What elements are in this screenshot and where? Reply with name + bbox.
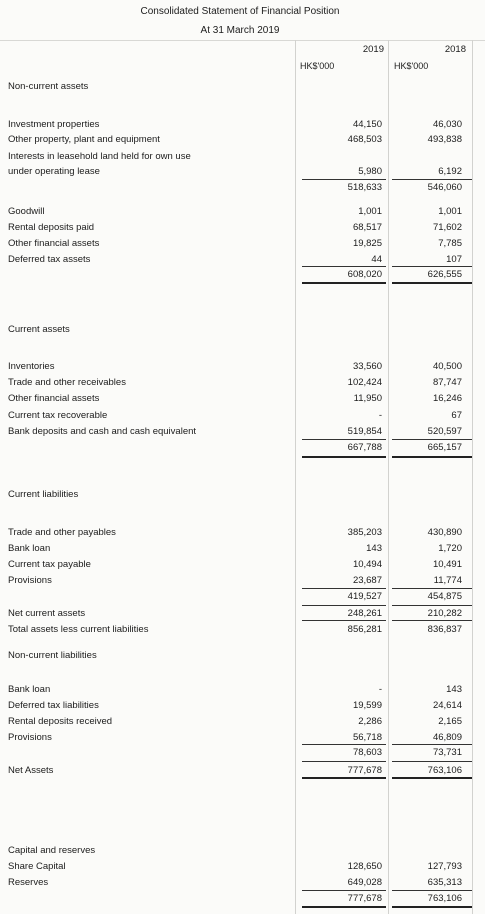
subtotal-row: [0, 268, 485, 281]
subtotal-underline: [302, 588, 386, 589]
table-row: [0, 376, 485, 389]
value-2018: 2,165: [438, 716, 462, 727]
row-label: Provisions: [8, 732, 52, 743]
value-2018: 454,875: [427, 591, 462, 602]
row-label: Non-current liabilities: [8, 650, 97, 661]
row-label: Rental deposits paid: [8, 222, 95, 233]
value-2019: 248,261: [347, 608, 382, 619]
value-2019: 649,028: [347, 877, 382, 888]
subtotal-underline: [392, 439, 472, 440]
value-2018: 520,597: [427, 426, 462, 437]
total-underline: [392, 777, 472, 779]
table-row: [0, 425, 485, 438]
unit-label-2018: HK$'000: [394, 61, 429, 71]
value-2019: 68,517: [352, 222, 382, 233]
value-2019: 856,281: [347, 624, 382, 635]
value-2018: 71,602: [432, 222, 462, 233]
table-row: [0, 118, 485, 131]
row-label: Current liabilities: [8, 489, 79, 500]
value-2019: 143: [366, 543, 382, 554]
row-label: Non-current assets: [8, 81, 89, 92]
subtotal-underline: [392, 620, 472, 621]
table-row: [0, 623, 485, 636]
value-2018: 10,491: [432, 559, 462, 570]
table-row: [0, 542, 485, 555]
row-label: Share Capital: [8, 861, 66, 872]
subtotal-underline: [302, 605, 386, 606]
value-2018: 836,837: [427, 624, 462, 635]
value-2019: 10,494: [352, 559, 382, 570]
subtotal-underline: [392, 605, 472, 606]
table-row: [0, 150, 485, 163]
table-row: [0, 488, 485, 501]
value-2018: 493,838: [427, 134, 462, 145]
value-2019: 78,603: [352, 747, 382, 758]
row-label: Trade and other payables: [8, 527, 116, 538]
value-2018: 87,747: [432, 377, 462, 388]
value-2019: 11,950: [353, 393, 382, 404]
subtotal-underline: [392, 266, 472, 267]
value-2018: 127,793: [427, 861, 462, 872]
row-label: Total assets less current liabilities: [8, 624, 149, 635]
value-2019: 777,678: [347, 893, 382, 904]
value-2018: 210,282: [427, 608, 462, 619]
row-label: Interests in leasehold land held for own use: [8, 151, 191, 162]
table-row: [0, 165, 485, 178]
row-label: Other property, plant and equipment: [8, 134, 160, 145]
row-label: Bank loan: [8, 543, 51, 554]
value-2019: 777,678: [347, 765, 382, 776]
row-label: Current tax recoverable: [8, 410, 108, 421]
row-label: Trade and other receivables: [8, 377, 126, 388]
value-2018: 1,001: [438, 206, 462, 217]
row-label: Rental deposits received: [8, 716, 113, 727]
table-row: [0, 80, 485, 93]
value-2018: 665,157: [427, 442, 462, 453]
row-label: Net current assets: [8, 608, 86, 619]
row-label: Net Assets: [8, 765, 54, 776]
unit-label-2019: HK$'000: [300, 61, 335, 71]
subtotal-underline: [302, 761, 386, 762]
subtotal-underline: [302, 266, 386, 267]
statement-date: At 31 March 2019: [200, 25, 280, 36]
subtotal-underline: [392, 761, 472, 762]
subtotal-row: [0, 441, 485, 454]
value-2019: 23,687: [352, 575, 382, 586]
row-label: Goodwill: [8, 206, 45, 217]
value-2019: 608,020: [347, 269, 382, 280]
total-underline: [392, 906, 472, 908]
value-2019: 56,718: [352, 732, 382, 743]
value-2019: 519,854: [347, 426, 382, 437]
total-underline: [392, 282, 472, 284]
row-label: Current assets: [8, 324, 70, 335]
table-row: [0, 237, 485, 250]
row-label: Deferred tax assets: [8, 254, 91, 265]
value-2018: 1,720: [438, 543, 462, 554]
row-label: Inventories: [8, 361, 55, 372]
grid-line: [0, 40, 485, 41]
subtotal-row: [0, 746, 485, 759]
subtotal-underline: [302, 179, 386, 180]
table-row: [0, 409, 485, 422]
value-2018: 6,192: [438, 166, 462, 177]
value-2019: 128,650: [347, 861, 382, 872]
table-row: [0, 699, 485, 712]
table-row: [0, 649, 485, 662]
table-row: [0, 715, 485, 728]
value-2018: 46,030: [432, 119, 462, 130]
table-row: [0, 253, 485, 266]
value-2019: 102,424: [347, 377, 382, 388]
subtotal-row: [0, 181, 485, 194]
table-row: [0, 221, 485, 234]
table-row: [0, 526, 485, 539]
row-label: Bank loan: [8, 684, 51, 695]
row-label: Current tax payable: [8, 559, 91, 570]
value-2018: 626,555: [427, 269, 462, 280]
value-2019: 44,150: [352, 119, 382, 130]
subtotal-row: [0, 590, 485, 603]
total-underline: [302, 777, 386, 779]
total-underline: [302, 282, 386, 284]
table-row: [0, 860, 485, 873]
column-header-2018: 2018: [444, 44, 466, 55]
row-label: Deferred tax liabilities: [8, 700, 99, 711]
total-underline: [302, 456, 386, 458]
subtotal-underline: [392, 179, 472, 180]
row-label: Reserves: [8, 877, 49, 888]
table-row: [0, 844, 485, 857]
subtotal-underline: [302, 890, 386, 891]
total-underline: [302, 906, 386, 908]
value-2019: 2,286: [358, 716, 382, 727]
table-row: [0, 764, 485, 777]
row-label: Provisions: [8, 575, 52, 586]
value-2019: 19,599: [352, 700, 382, 711]
value-2019: 468,503: [347, 134, 382, 145]
row-label: Investment properties: [8, 119, 100, 130]
value-2019: 385,203: [347, 527, 382, 538]
value-2019: 33,560: [352, 361, 382, 372]
value-2019: 419,527: [347, 591, 382, 602]
table-row: [0, 360, 485, 373]
statement-title: Consolidated Statement of Financial Position: [140, 6, 340, 17]
value-2018: 73,731: [432, 747, 462, 758]
subtotal-row: [0, 892, 485, 905]
row-label: Bank deposits and cash and cash equivalent: [8, 426, 197, 437]
row-label: Other financial assets: [8, 393, 100, 404]
value-2019: 19,825: [352, 238, 382, 249]
subtotal-underline: [392, 890, 472, 891]
table-row: [0, 607, 485, 620]
subtotal-underline: [302, 744, 386, 745]
value-2018: 7,785: [438, 238, 462, 249]
value-2018: 67: [451, 410, 462, 421]
table-row: [0, 558, 485, 571]
value-2018: 763,106: [427, 765, 462, 776]
table-row: [0, 392, 485, 405]
value-2019: -: [378, 684, 382, 695]
row-label: under operating lease: [8, 166, 100, 177]
table-row: [0, 574, 485, 587]
subtotal-underline: [302, 620, 386, 621]
value-2019: 5,980: [358, 166, 382, 177]
value-2018: 430,890: [427, 527, 462, 538]
table-row: [0, 323, 485, 336]
row-label: Other financial assets: [8, 238, 100, 249]
total-underline: [392, 456, 472, 458]
value-2019: 667,788: [347, 442, 382, 453]
value-2018: 546,060: [427, 182, 462, 193]
value-2019: -: [378, 410, 382, 421]
table-row: [0, 133, 485, 146]
table-row: [0, 731, 485, 744]
value-2019: 1,001: [358, 206, 382, 217]
column-header-2019: 2019: [362, 44, 384, 55]
table-row: [0, 205, 485, 218]
value-2018: 763,106: [427, 893, 462, 904]
subtotal-underline: [302, 439, 386, 440]
table-row: [0, 876, 485, 889]
table-row: [0, 683, 485, 696]
value-2018: 635,313: [427, 877, 462, 888]
value-2018: 46,809: [432, 732, 462, 743]
value-2018: 40,500: [432, 361, 462, 372]
value-2018: 11,774: [433, 575, 462, 586]
subtotal-underline: [392, 744, 472, 745]
value-2018: 16,246: [432, 393, 462, 404]
value-2018: 143: [446, 684, 462, 695]
value-2019: 44: [371, 254, 382, 265]
row-label: Capital and reserves: [8, 845, 96, 856]
value-2018: 24,614: [432, 700, 462, 711]
subtotal-underline: [392, 588, 472, 589]
value-2019: 518,633: [347, 182, 382, 193]
value-2018: 107: [446, 254, 462, 265]
